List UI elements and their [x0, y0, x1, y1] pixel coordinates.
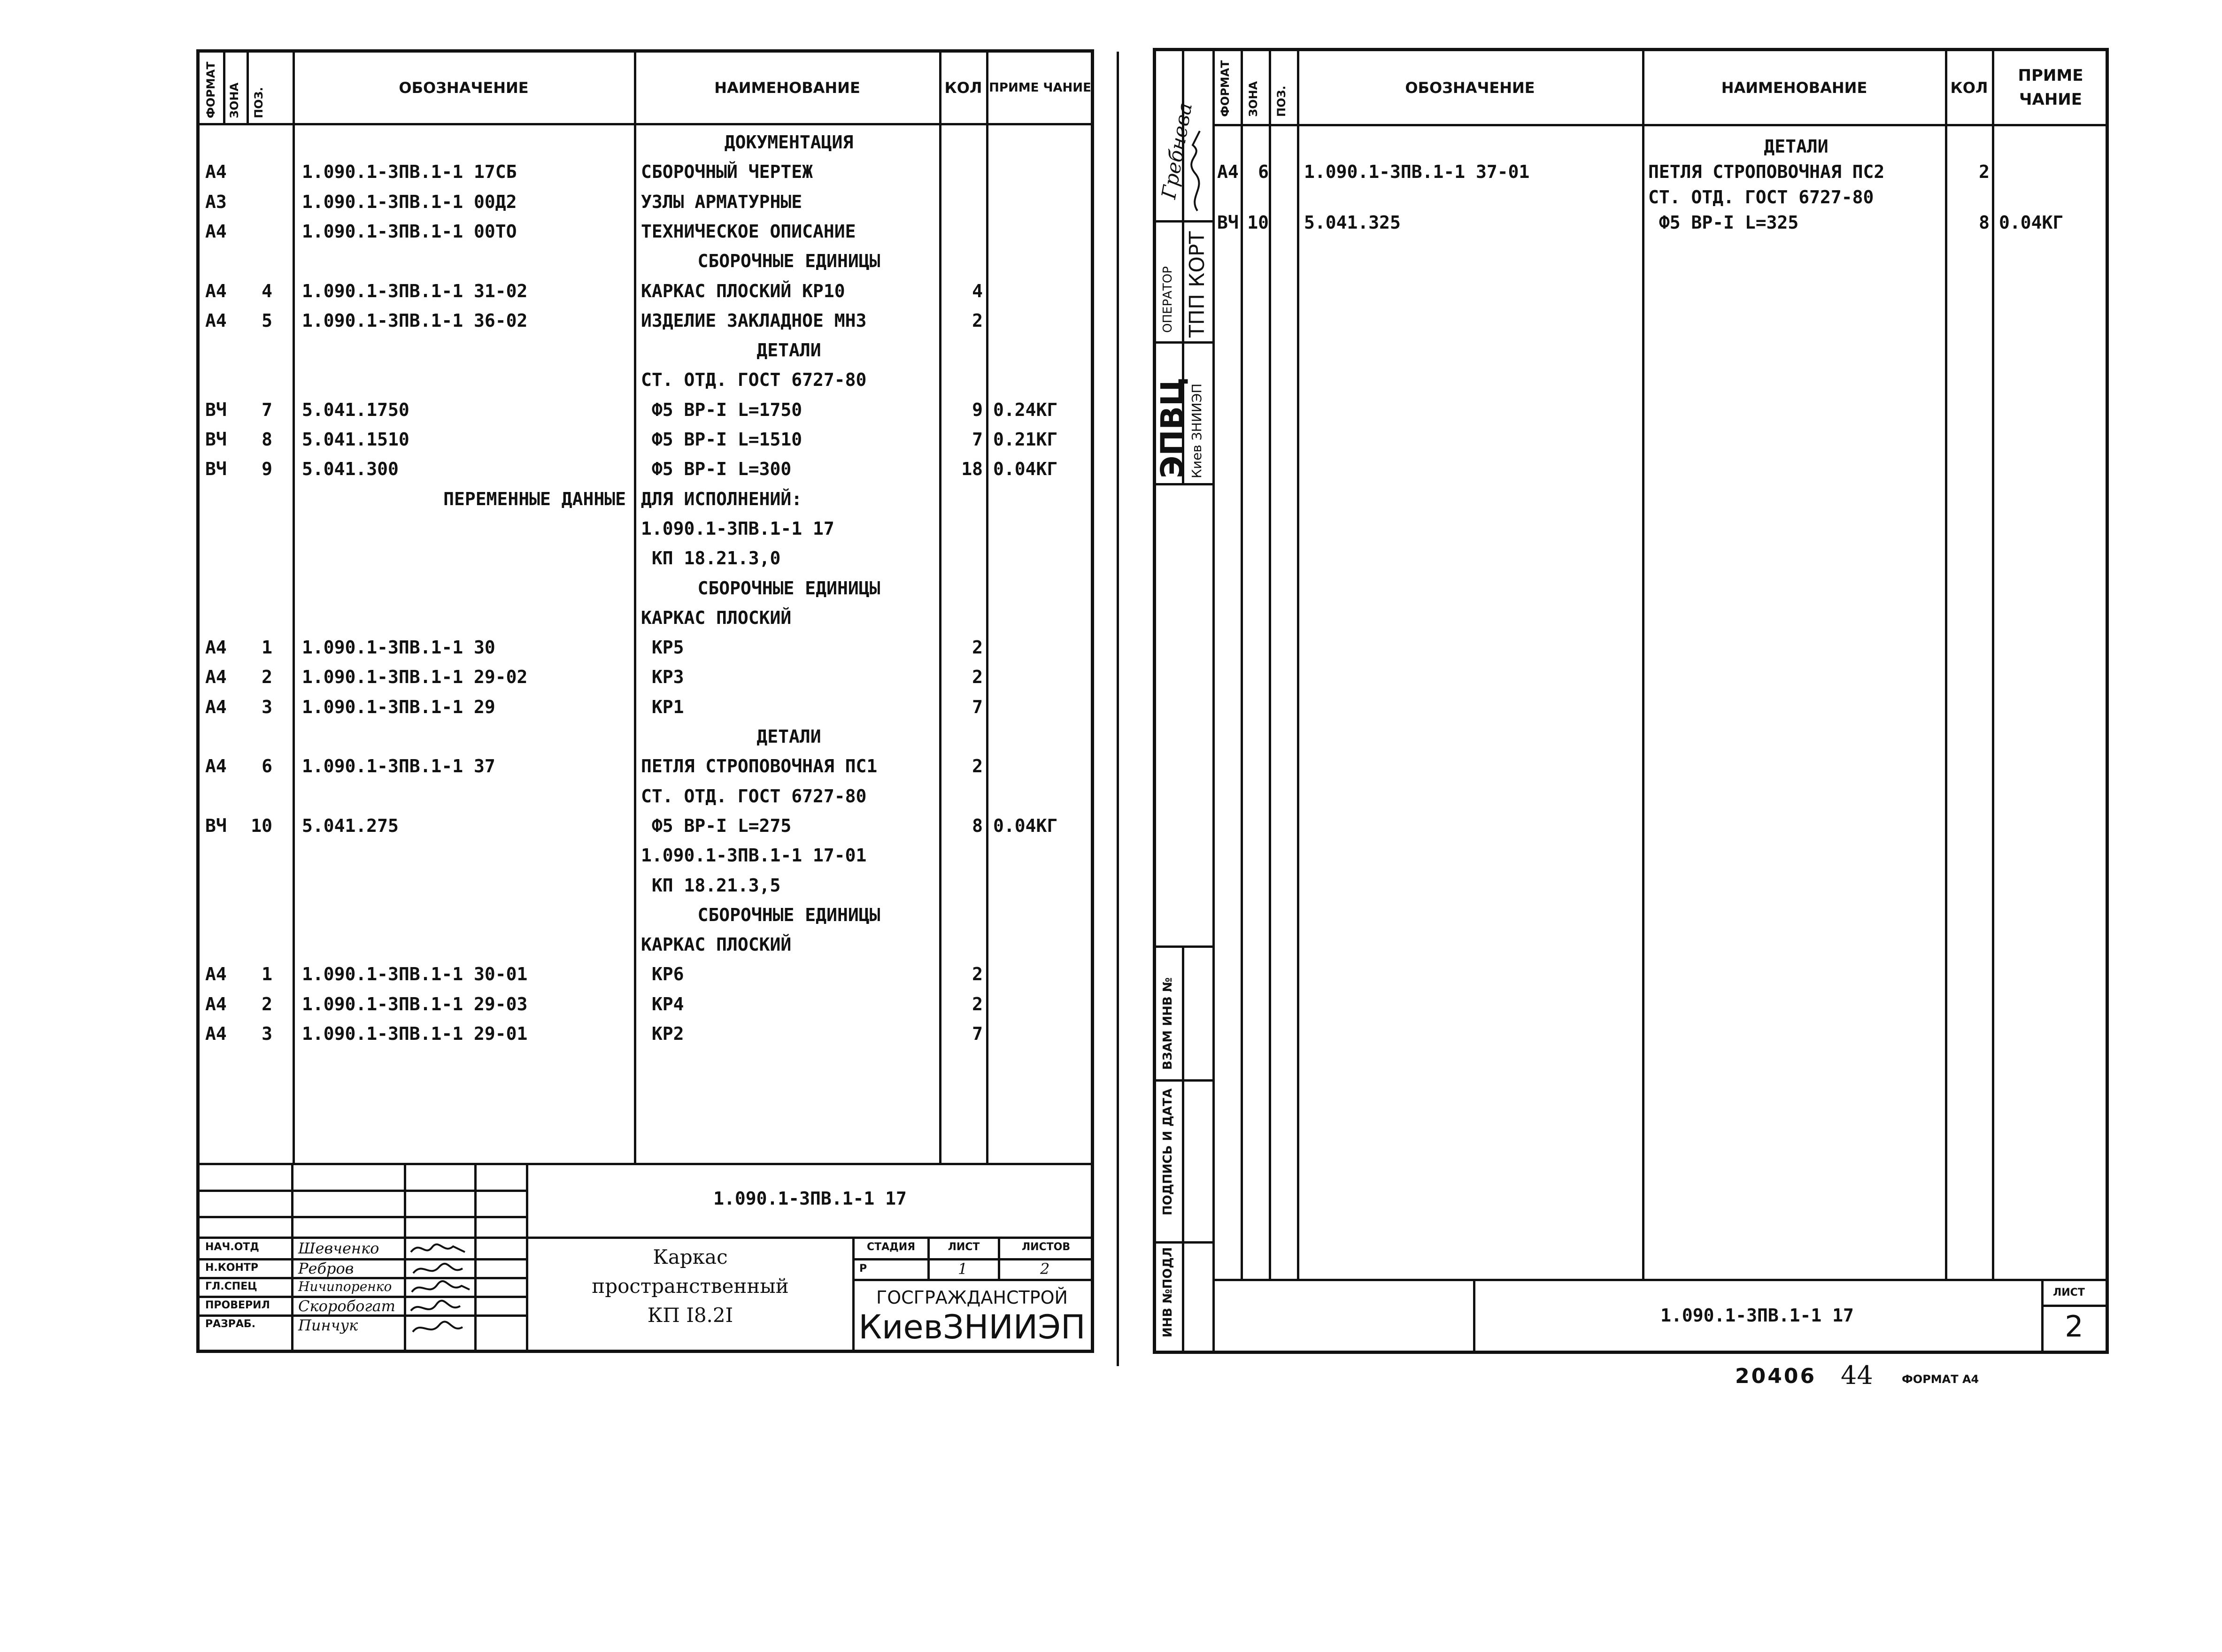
- left-row-2-format: А3: [205, 191, 227, 212]
- left-row-26-name: СБОРОЧНЫЕ ЕДИНИЦЫ: [697, 904, 880, 925]
- left-row-21-format: А4: [205, 756, 227, 777]
- left-row-5-format: А4: [205, 280, 227, 301]
- org-name: КиевЗНИИЭП: [858, 1308, 1086, 1346]
- left-row-17-format: А4: [205, 637, 227, 658]
- left-row-6-format: А4: [205, 310, 227, 331]
- signature-scribbles: [406, 1238, 474, 1351]
- left-row-10-name: Ф5 ВР-I L=1510: [641, 429, 802, 450]
- right-header-pos: ПОЗ.: [1275, 85, 1288, 117]
- inv-no-label: ИНВ №ПОДЛ: [1161, 1247, 1175, 1337]
- left-row-29-pos: 2: [262, 993, 272, 1014]
- left-row-6-name: ИЗДЕЛИЕ ЗАКЛАДНОЕ МН3: [641, 310, 867, 331]
- left-sheet: [196, 49, 1094, 1353]
- left-row-30-pos: 3: [262, 1023, 272, 1044]
- drawing-title-line1: Каркас: [653, 1245, 728, 1268]
- right-header-designation: ОБОЗНАЧЕНИЕ: [1405, 78, 1535, 97]
- left-row-21-qty: 2: [972, 756, 983, 777]
- name-checked: Скоробогат: [298, 1297, 395, 1315]
- drawing-title-line2: пространственный: [592, 1275, 789, 1298]
- left-row-17-designation: 1.090.1-3ПВ.1-1 30: [302, 637, 495, 658]
- left-row-10-format: ВЧ: [205, 429, 227, 450]
- right-header-name: НАИМЕНОВАНИЕ: [1721, 78, 1867, 97]
- left-row-9-note: 0.24КГ: [993, 399, 1058, 420]
- left-row-23-format: ВЧ: [205, 815, 227, 836]
- left-row-21-name: ПЕТЛЯ СТРОПОВОЧНАЯ ПС1: [641, 756, 878, 777]
- right-row-3-pos: 10: [1247, 212, 1269, 233]
- drawing-title-line3: КП I8.2I: [647, 1304, 733, 1327]
- right-row-3-format: ВЧ: [1217, 212, 1239, 233]
- left-row-21-pos: 6: [262, 756, 272, 777]
- left-row-11-qty: 18: [961, 459, 983, 480]
- name-developed: Пинчук: [298, 1316, 358, 1334]
- left-row-20-name: ДЕТАЛИ: [756, 726, 821, 747]
- left-row-17-pos: 1: [262, 637, 272, 658]
- left-row-18-designation: 1.090.1-3ПВ.1-1 29-02: [302, 667, 528, 688]
- right-row-2-name: СТ. ОТД. ГОСТ 6727-80: [1648, 187, 1874, 207]
- left-stamp-code: 1.090.1-3ПВ.1-1 17: [713, 1188, 907, 1209]
- left-row-23-pos: 10: [251, 815, 272, 836]
- right-row-3-designation: 5.041.325: [1304, 212, 1401, 233]
- left-row-1-designation: 1.090.1-3ПВ.1-1 17СБ: [302, 161, 517, 183]
- left-row-19-designation: 1.090.1-3ПВ.1-1 29: [302, 696, 495, 717]
- operator-label: ОПЕРАТОР: [1161, 266, 1175, 333]
- epvc-label: ЭПВЦ: [1154, 377, 1190, 478]
- left-row-16-name: КАРКАС ПЛОСКИЙ: [641, 607, 792, 628]
- left-row-6-designation: 1.090.1-3ПВ.1-1 36-02: [302, 310, 528, 331]
- replace-inv-label: ВЗАМ ИНВ №: [1161, 977, 1175, 1070]
- role-norm-control: Н.КОНТР: [205, 1262, 258, 1274]
- org-ministry: ГОСГРАЖДАНСТРОЙ: [876, 1287, 1068, 1308]
- stage-label: СТАДИЯ: [866, 1241, 916, 1253]
- side-org-label: Киев ЗНИИЭП: [1189, 383, 1204, 478]
- left-row-9-format: ВЧ: [205, 399, 227, 420]
- right-header-note: ПРИМЕ ЧАНИЕ: [2018, 66, 2083, 109]
- right-row-1-qty: 2: [1979, 161, 1990, 182]
- header-zone: ЗОНА: [228, 82, 241, 118]
- left-row-29-qty: 2: [972, 993, 983, 1014]
- left-row-3-designation: 1.090.1-3ПВ.1-1 00ТО: [302, 221, 517, 242]
- left-row-28-format: А4: [205, 964, 227, 985]
- left-row-19-format: А4: [205, 696, 227, 717]
- left-row-21-designation: 1.090.1-3ПВ.1-1 37: [302, 756, 495, 777]
- left-row-29-designation: 1.090.1-3ПВ.1-1 29-03: [302, 993, 528, 1014]
- stage-value: Р: [859, 1263, 867, 1275]
- left-row-18-format: А4: [205, 667, 227, 688]
- left-row-28-qty: 2: [972, 964, 983, 985]
- sheet-label: ЛИСТ: [948, 1241, 980, 1253]
- left-row-30-name: КР2: [641, 1023, 684, 1044]
- left-row-27-name: КАРКАС ПЛОСКИЙ: [641, 934, 792, 955]
- left-row-4-name: СБОРОЧНЫЕ ЕДИНИЦЫ: [697, 251, 880, 272]
- sheets-label: ЛИСТОВ: [1021, 1241, 1071, 1253]
- left-row-7-name: ДЕТАЛИ: [756, 340, 821, 361]
- header-note: ПРИМЕ ЧАНИЕ: [989, 80, 1091, 95]
- right-row-1-name: ПЕТЛЯ СТРОПОВОЧНАЯ ПС2: [1648, 161, 1885, 182]
- left-row-23-name: Ф5 ВР-I L=275: [641, 815, 792, 836]
- right-row-0-name: ДЕТАЛИ: [1764, 136, 1829, 157]
- left-row-12-designation: ПЕРЕМЕННЫЕ ДАННЫЕ: [443, 488, 626, 509]
- left-row-6-qty: 2: [972, 310, 983, 331]
- left-row-11-note: 0.04КГ: [993, 459, 1058, 480]
- right-row-1-format: А4: [1217, 161, 1239, 182]
- right-row-1-designation: 1.090.1-3ПВ.1-1 37-01: [1304, 161, 1530, 182]
- left-row-3-format: А4: [205, 221, 227, 242]
- right-header-qty: КОЛ: [1950, 78, 1988, 97]
- left-row-12-name: ДЛЯ ИСПОЛНЕНИЙ:: [641, 488, 802, 509]
- name-head: Шевченко: [298, 1239, 379, 1257]
- header-name: НАИМЕНОВАНИЕ: [714, 79, 860, 97]
- left-row-28-name: КР6: [641, 964, 684, 985]
- role-head: НАЧ.ОТД: [205, 1241, 259, 1253]
- header-designation: ОБОЗНАЧЕНИЕ: [399, 79, 529, 97]
- left-row-11-designation: 5.041.300: [302, 459, 399, 480]
- role-checked: ПРОВЕРИЛ: [205, 1299, 270, 1311]
- left-row-10-qty: 7: [972, 429, 983, 450]
- left-row-18-pos: 2: [262, 667, 272, 688]
- left-row-2-designation: 1.090.1-3ПВ.1-1 00Д2: [302, 191, 517, 212]
- left-row-0-name: ДОКУМЕНТАЦИЯ: [724, 132, 854, 153]
- left-row-28-pos: 1: [262, 964, 272, 985]
- header-pos: ПОЗ.: [252, 87, 265, 118]
- left-row-9-pos: 7: [262, 399, 272, 420]
- sheets-value: 2: [1040, 1260, 1050, 1278]
- left-row-19-qty: 7: [972, 696, 983, 717]
- left-row-18-qty: 2: [972, 667, 983, 688]
- left-row-23-note: 0.04КГ: [993, 815, 1058, 836]
- left-row-29-format: А4: [205, 993, 227, 1014]
- footer-page: 44: [1841, 1360, 1873, 1390]
- signature-date-label: ПОДПИСЬ И ДАТА: [1161, 1088, 1175, 1215]
- left-row-18-name: КР3: [641, 667, 684, 688]
- left-row-19-name: КР1: [641, 696, 684, 717]
- footer-format: ФОРМАТ А4: [1902, 1373, 1979, 1386]
- left-row-28-designation: 1.090.1-3ПВ.1-1 30-01: [302, 964, 528, 985]
- left-row-23-qty: 8: [972, 815, 983, 836]
- role-developed: РАЗРАБ.: [205, 1318, 256, 1330]
- left-row-8-name: СТ. ОТД. ГОСТ 6727-80: [641, 369, 867, 391]
- left-row-19-pos: 3: [262, 696, 272, 717]
- left-row-30-format: А4: [205, 1023, 227, 1044]
- left-row-22-name: СТ. ОТД. ГОСТ 6727-80: [641, 785, 867, 807]
- right-sheet-label: ЛИСТ: [2053, 1287, 2085, 1299]
- left-row-10-note: 0.21КГ: [993, 429, 1058, 450]
- role-chief-spec: ГЛ.СПЕЦ: [205, 1281, 257, 1292]
- left-row-15-name: СБОРОЧНЫЕ ЕДИНИЦЫ: [697, 577, 880, 599]
- footer-number: 20406: [1735, 1364, 1817, 1388]
- left-row-3-name: ТЕХНИЧЕСКОЕ ОПИСАНИЕ: [641, 221, 856, 242]
- right-sheet-number: 2: [2065, 1309, 2083, 1344]
- name-norm-control: Ребров: [298, 1260, 354, 1277]
- left-row-30-qty: 7: [972, 1023, 983, 1044]
- tpp-label: ТПП КОРТ: [1185, 231, 1209, 338]
- left-row-29-name: КР4: [641, 993, 684, 1014]
- left-row-14-name: КП 18.21.3,0: [641, 548, 781, 569]
- left-row-11-pos: 9: [262, 459, 272, 480]
- right-row-3-name: Ф5 ВР-I L=325: [1648, 212, 1799, 233]
- left-row-9-qty: 9: [972, 399, 983, 420]
- name-chief-spec: Ничипоренко: [298, 1279, 392, 1294]
- left-row-17-qty: 2: [972, 637, 983, 658]
- sheet-value: 1: [958, 1260, 968, 1278]
- left-row-6-pos: 5: [262, 310, 272, 331]
- right-row-1-pos: 6: [1258, 161, 1269, 182]
- left-row-23-designation: 5.041.275: [302, 815, 399, 836]
- left-row-1-name: СБОРОЧНЫЙ ЧЕРТЕЖ: [641, 161, 813, 183]
- left-row-11-format: ВЧ: [205, 459, 227, 480]
- right-stamp-code: 1.090.1-3ПВ.1-1 17: [1660, 1305, 1854, 1326]
- left-row-5-name: КАРКАС ПЛОСКИЙ КР10: [641, 280, 845, 301]
- handwritten-name: Гребнева: [1157, 100, 1197, 201]
- operator-signature: [1183, 126, 1211, 215]
- right-header-zone: ЗОНА: [1247, 81, 1260, 117]
- left-row-11-name: Ф5 ВР-I L=300: [641, 459, 792, 480]
- left-row-5-designation: 1.090.1-3ПВ.1-1 31-02: [302, 280, 528, 301]
- left-row-17-name: КР5: [641, 637, 684, 658]
- left-row-9-name: Ф5 ВР-I L=1750: [641, 399, 802, 420]
- left-row-30-designation: 1.090.1-3ПВ.1-1 29-01: [302, 1023, 528, 1044]
- header-format: ФОРМАТ: [204, 61, 217, 118]
- left-row-2-name: УЗЛЫ АРМАТУРНЫЕ: [641, 191, 802, 212]
- left-row-25-name: КП 18.21.3,5: [641, 875, 781, 896]
- left-row-24-name: 1.090.1-3ПВ.1-1 17-01: [641, 845, 867, 866]
- right-row-3-qty: 8: [1979, 212, 1990, 233]
- right-sheet: [1153, 48, 2109, 1354]
- left-row-5-qty: 4: [972, 280, 983, 301]
- header-qty: КОЛ: [944, 79, 982, 97]
- left-row-1-format: А4: [205, 161, 227, 183]
- right-header-format: ФОРМАТ: [1219, 60, 1232, 117]
- left-row-10-designation: 5.041.1510: [302, 429, 409, 450]
- left-row-13-name: 1.090.1-3ПВ.1-1 17: [641, 518, 834, 539]
- left-row-9-designation: 5.041.1750: [302, 399, 409, 420]
- left-row-10-pos: 8: [262, 429, 272, 450]
- left-row-5-pos: 4: [262, 280, 272, 301]
- right-row-3-note: 0.04КГ: [1999, 212, 2064, 233]
